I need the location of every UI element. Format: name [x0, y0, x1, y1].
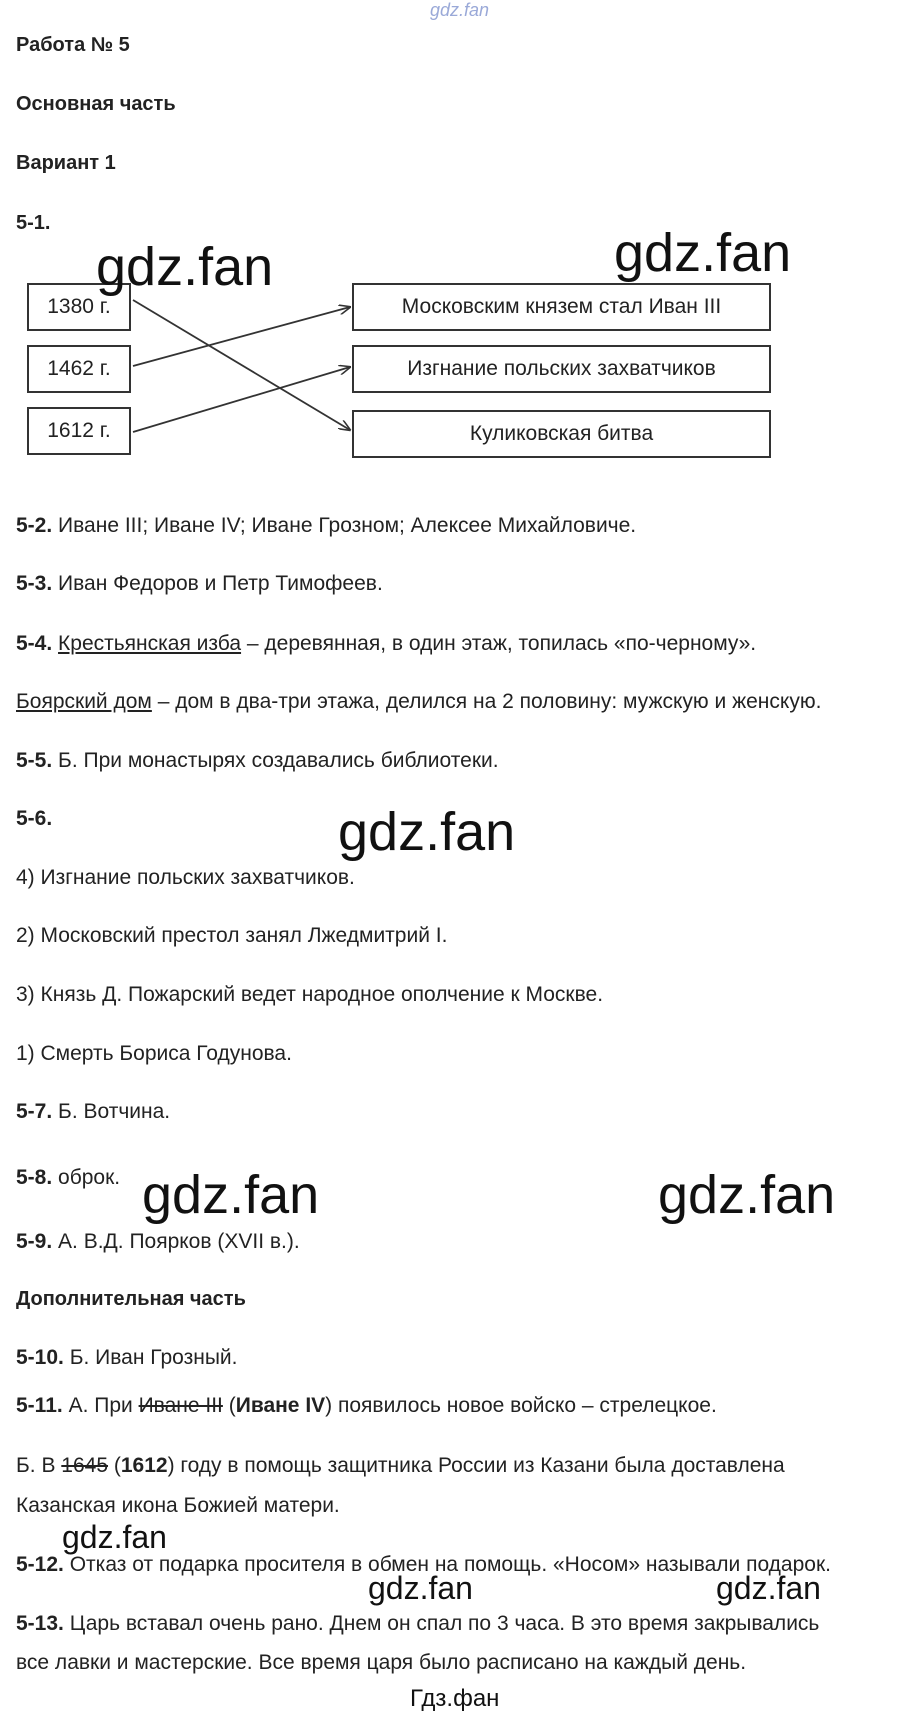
q11-a-pre: А. При: [68, 1394, 139, 1417]
top-watermark: gdz.fan: [430, 0, 490, 20]
answer-5-13-line2: все лавки и мастерские. Все время царя было расписано на каждый день.: [16, 1651, 747, 1674]
answer-5-4-line1: [16, 632, 756, 656]
q11-b-struck: 1645: [61, 1454, 109, 1477]
q11-a-fix: Иване IV: [235, 1394, 326, 1417]
year-label: 1380 г.: [47, 295, 111, 318]
watermark: gdz.fan: [614, 223, 792, 283]
event-box-ivan-iii: [352, 283, 771, 331]
answer-5-4-line2: [16, 690, 821, 714]
watermark: gdz.fan: [368, 1570, 473, 1606]
q3-label: 5-3.: [16, 572, 53, 595]
variant-heading: Вариант 1: [16, 152, 116, 174]
q3-text: Иван Федоров и Петр Тимофеев.: [58, 572, 383, 595]
answer-5-7: [16, 1100, 170, 1124]
q10-text: Б. Иван Грозный.: [69, 1346, 238, 1369]
watermark: gdz.fan: [96, 237, 274, 297]
watermark: gdz.fan: [338, 802, 516, 862]
answer-5-3: [16, 572, 383, 596]
q5-label: 5-5.: [16, 749, 53, 772]
event-box-polish-expulsion: [352, 345, 771, 393]
event-label: Куликовская битва: [469, 422, 654, 445]
q9-text: А. В.Д. Поярков (XVII в.).: [58, 1230, 300, 1253]
watermark: gdz.fan: [142, 1165, 320, 1225]
q2-label: 5-2.: [16, 514, 53, 537]
q4-label: 5-4.: [16, 632, 53, 655]
section-extra-heading: Дополнительная часть: [16, 1288, 246, 1310]
q5-text: Б. При монастырях создавались библиотеки.: [58, 749, 499, 772]
answer-5-11-b-line1: [16, 1454, 785, 1478]
answer-5-13-line1: [16, 1612, 819, 1636]
q6-item: 2) Московский престол занял Лжедмитрий I.: [16, 924, 448, 947]
work-title: Работа № 5: [16, 34, 130, 56]
q11-label: 5-11.: [16, 1394, 63, 1417]
watermark: gdz.fan: [716, 1570, 821, 1606]
answer-5-2: [16, 514, 636, 538]
q12-label: 5-12.: [16, 1553, 64, 1576]
answer-5-8: [16, 1166, 120, 1190]
answer-5-5: [16, 749, 499, 773]
event-label: Московским князем стал Иван III: [401, 295, 722, 318]
q13-line1: Царь вставал очень рано. Днем он спал по 3 часа. В это время закрывались: [69, 1612, 820, 1635]
answer-5-9: [16, 1230, 300, 1254]
watermark: gdz.fan: [658, 1165, 836, 1225]
q6-label: 5-6.: [16, 807, 53, 830]
q7-text: Б. Вотчина.: [58, 1100, 171, 1123]
q1-label: 5-1.: [16, 212, 51, 234]
q7-label: 5-7.: [16, 1100, 53, 1123]
year-box-1462: [27, 345, 131, 393]
q11-a-open: (: [222, 1394, 236, 1417]
event-box-kulikovo: [352, 410, 771, 458]
answer-5-10: [16, 1346, 238, 1370]
q6-item: 3) Князь Д. Пожарский ведет народное ополчение к Москве.: [16, 983, 604, 1006]
year-label: 1612 г.: [47, 419, 111, 442]
arrow-1612-to-polish-expulsion: [133, 367, 350, 432]
q11-b-open: (: [108, 1454, 121, 1477]
q4-text2: – дом в два-три этажа, делился на 2 половину: мужскую и женскую.: [151, 690, 822, 713]
arrow-1462-to-ivan-iii: [133, 307, 350, 366]
section-main-heading: Основная часть: [16, 93, 176, 115]
q13-label: 5-13.: [16, 1612, 64, 1635]
q6-item: 4) Изгнание польских захватчиков.: [16, 866, 355, 889]
event-label: Изгнание польских захватчиков: [407, 357, 716, 380]
q12-text: Отказ от подарка просителя в обмен на помощь. «Носом» называли подарок.: [69, 1553, 831, 1576]
q8-text: оброк.: [58, 1166, 121, 1189]
answer-5-11-a: [16, 1394, 717, 1418]
q11-a-struck: Иване III: [138, 1394, 223, 1417]
q8-label: 5-8.: [16, 1166, 53, 1189]
q4-term-boyar-house: Боярский дом: [16, 690, 152, 713]
q11-b-pre: Б. В: [16, 1454, 62, 1477]
watermark: gdz.fan: [62, 1519, 167, 1555]
q4-text1: – деревянная, в один этаж, топилась «по-черному».: [241, 632, 757, 655]
q11-b-post1: ) году в помощь защитника России из Казани была доставлена: [167, 1454, 785, 1477]
q2-text: Иване III; Иване IV; Иване Грозном; Алексее Михайловиче.: [58, 514, 637, 537]
q10-label: 5-10.: [16, 1346, 64, 1369]
footer-site-name: Гдз.фан: [410, 1685, 500, 1712]
q4-term-izba: Крестьянская изба: [58, 632, 242, 655]
q9-label: 5-9.: [16, 1230, 53, 1253]
answer-5-11-b-line2: Казанская икона Божией матери.: [16, 1494, 340, 1517]
year-box-1612: [27, 407, 131, 455]
year-label: 1462 г.: [47, 357, 111, 380]
q11-a-post: ) появилось новое войско – стрелецкое.: [325, 1394, 717, 1417]
q11-b-fix: 1612: [120, 1454, 168, 1477]
q6-item: 1) Смерть Бориса Годунова.: [16, 1042, 292, 1065]
arrow-1380-to-kulikovo: [133, 300, 350, 430]
